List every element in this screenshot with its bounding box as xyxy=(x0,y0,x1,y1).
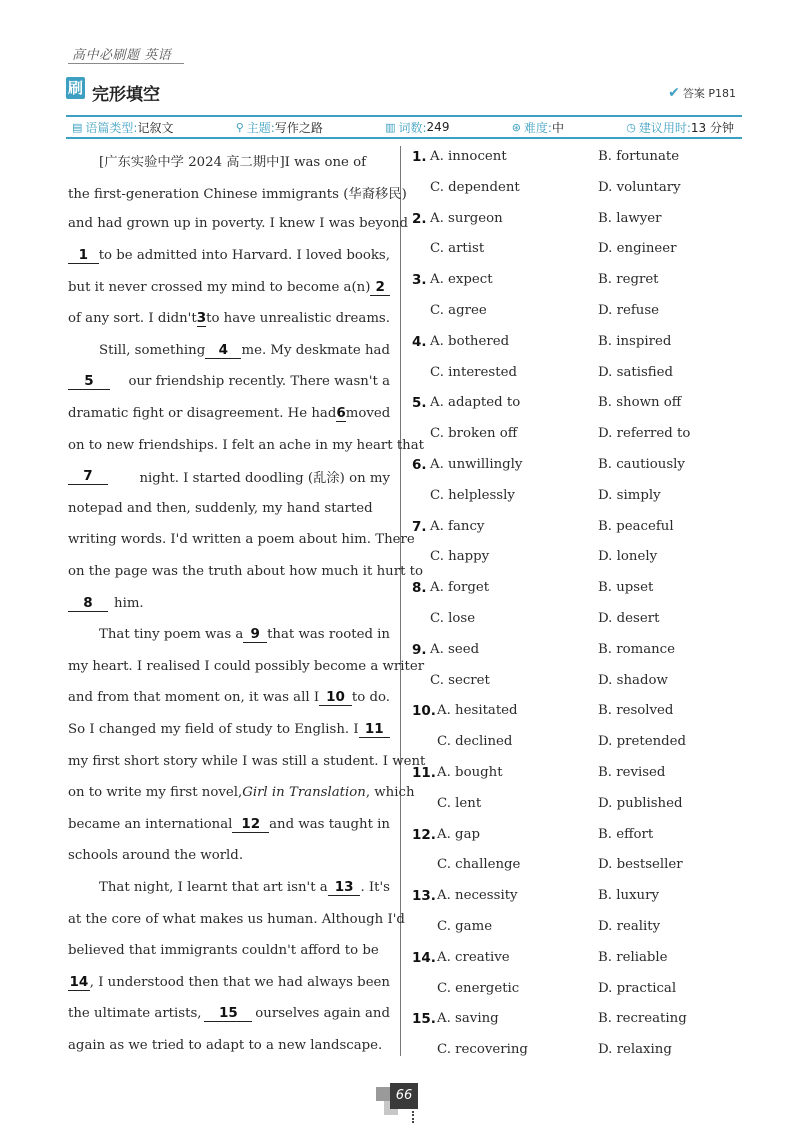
blank-4[interactable]: 4 xyxy=(205,342,241,359)
question-3-row-1 xyxy=(412,266,748,297)
passage-line xyxy=(68,872,390,904)
option-c[interactable]: C. lose xyxy=(430,610,476,626)
option-a[interactable]: A. saving xyxy=(437,1011,499,1027)
passage-text: to have unrealistic dreams. xyxy=(206,311,390,327)
question-12-row-2 xyxy=(412,851,748,882)
book-title: 高中必刷题 英语 xyxy=(72,48,172,63)
meta-text-type-value: 记叙文 xyxy=(137,120,174,135)
search-icon: ⚲ xyxy=(235,120,244,134)
passage-line xyxy=(68,903,405,935)
question-number: 12. xyxy=(412,826,436,843)
blank-8[interactable]: 8 xyxy=(68,595,108,612)
answer-reference-text: 答案 P181 xyxy=(682,87,736,100)
passage-text: him. xyxy=(114,595,144,611)
question-7-row-1 xyxy=(412,513,748,544)
blank-7[interactable]: 7 xyxy=(68,468,108,485)
passage-line xyxy=(68,145,390,177)
option-d[interactable]: D. engineer xyxy=(598,241,677,257)
passage-text: , I understood then that we had always been xyxy=(89,974,390,990)
passage-text: again as we tried to adapt to a new landscape. xyxy=(68,1037,383,1053)
header-rule xyxy=(68,63,184,64)
option-c[interactable]: C. interested xyxy=(430,364,517,380)
word-count-icon: ▥ xyxy=(385,120,396,134)
question-2-row-2 xyxy=(412,235,748,266)
question-number: 1. xyxy=(412,149,427,165)
option-d[interactable]: D. referred to xyxy=(598,426,691,442)
meta-text-type xyxy=(72,119,173,136)
question-15-row-1 xyxy=(412,1005,748,1036)
question-6-row-1 xyxy=(412,451,748,482)
passage-text: notepad and then, suddenly, my hand started xyxy=(68,500,373,516)
passage-text: me. My deskmate had xyxy=(241,342,390,358)
passage-line xyxy=(68,240,390,272)
option-c[interactable]: C. broken off xyxy=(430,426,518,442)
passage-line xyxy=(68,524,415,556)
meta-theme-value: 写作之路 xyxy=(274,120,323,135)
question-number: 5. xyxy=(412,395,427,412)
option-a[interactable]: A. forget xyxy=(430,580,490,596)
question-number: 9. xyxy=(412,641,427,658)
document-icon: ▤ xyxy=(72,120,83,134)
meta-text-type-label: 语篇类型: xyxy=(85,120,138,135)
passage-line xyxy=(68,335,390,367)
question-3-row-2 xyxy=(412,297,748,328)
passage-text: [广东实验中学 2024 高二期中]I was one of xyxy=(99,155,367,171)
blank-15[interactable]: 15 xyxy=(204,1005,252,1022)
meta-theme xyxy=(236,119,323,136)
blank-5[interactable]: 5 xyxy=(68,373,110,390)
passage-line xyxy=(68,808,390,840)
question-2-row-1 xyxy=(412,205,748,236)
option-c[interactable]: C. artist xyxy=(430,241,485,257)
passage-text: that was rooted in xyxy=(267,627,390,643)
page-badge-dots xyxy=(412,1111,416,1123)
question-number: 14. xyxy=(412,949,436,966)
question-8-row-2 xyxy=(412,605,748,636)
question-5-row-1 xyxy=(412,389,748,420)
passage-text: That tiny poem was a xyxy=(99,627,244,643)
passage-text: believed that immigrants couldn't afford to be xyxy=(68,943,379,959)
option-b[interactable]: B. luxury xyxy=(598,888,659,904)
option-a[interactable]: A. expect xyxy=(430,272,493,288)
passage-text: the ultimate artists, xyxy=(68,1006,202,1022)
option-c[interactable]: C. happy xyxy=(430,549,490,565)
cloze-passage xyxy=(68,145,426,1061)
passage-line xyxy=(68,714,390,746)
meta-difficulty xyxy=(512,119,564,136)
passage-text: to be admitted into Harvard. I loved books, xyxy=(98,248,390,264)
option-b[interactable]: B. resolved xyxy=(598,703,674,719)
option-a[interactable]: A. fancy xyxy=(430,518,485,534)
option-b[interactable]: B. reliable xyxy=(598,949,668,965)
blank-10[interactable]: 10 xyxy=(319,689,352,706)
question-10-row-1 xyxy=(412,697,748,728)
passage-text: but it never crossed my mind to become a(n) xyxy=(68,279,371,295)
question-1-row-2 xyxy=(412,174,748,205)
question-4-row-2 xyxy=(412,359,748,390)
option-a[interactable]: A. unwillingly xyxy=(430,456,523,472)
option-c[interactable]: C. agree xyxy=(430,302,487,318)
question-14-row-1 xyxy=(412,944,748,975)
question-9-row-2 xyxy=(412,667,748,698)
blank-13[interactable]: 13 xyxy=(328,879,361,896)
passage-text: Still, something xyxy=(99,342,206,358)
option-a[interactable]: A. bothered xyxy=(430,333,510,349)
passage-text: dramatic fight or disagreement. He had xyxy=(68,406,337,422)
meta-word-count-value: 249 xyxy=(426,120,450,134)
difficulty-icon: ⊛ xyxy=(511,120,521,134)
option-d[interactable]: D. pretended xyxy=(598,734,687,750)
passage-line xyxy=(68,177,407,209)
question-number: 6. xyxy=(412,456,427,473)
novel-title: Girl in Translation xyxy=(242,785,366,801)
passage-line xyxy=(68,1030,390,1062)
option-c[interactable]: C. dependent xyxy=(430,179,520,195)
option-c[interactable]: C. game xyxy=(437,918,493,934)
option-d[interactable]: D. published xyxy=(598,795,683,811)
option-d[interactable]: D. satisfied xyxy=(598,364,674,380)
passage-line xyxy=(68,366,390,398)
option-d[interactable]: D. desert xyxy=(598,610,660,626)
question-14-row-2 xyxy=(412,975,748,1006)
option-d[interactable]: D. lonely xyxy=(598,549,658,565)
option-d[interactable]: D. shadow xyxy=(598,672,668,688)
option-c[interactable]: C. secret xyxy=(430,672,490,688)
passage-text: on to write my first novel, xyxy=(68,785,243,801)
blank-1[interactable]: 1 xyxy=(68,247,99,264)
option-c[interactable]: C. energetic xyxy=(437,980,520,996)
passage-text: That night, I learnt that art isn't a xyxy=(99,879,328,895)
question-10-row-2 xyxy=(412,728,748,759)
question-number: 8. xyxy=(412,580,427,597)
meta-difficulty-label: 难度: xyxy=(523,120,552,135)
passage-line xyxy=(68,493,390,525)
option-d[interactable]: D. practical xyxy=(598,980,677,996)
option-a[interactable]: A. necessity xyxy=(437,888,518,904)
question-4-row-1 xyxy=(412,328,748,359)
clock-icon: ◷ xyxy=(626,120,636,134)
question-number: 10. xyxy=(412,703,436,720)
option-c[interactable]: C. declined xyxy=(437,734,513,750)
passage-text: at the core of what makes us human. Although I'd xyxy=(68,911,405,927)
option-b[interactable]: B. fortunate xyxy=(598,149,680,164)
passage-line xyxy=(68,429,425,461)
meta-suggested-time xyxy=(626,119,734,136)
option-b[interactable]: B. peaceful xyxy=(598,518,674,534)
meta-suggested-time-value: 13 分钟 xyxy=(690,120,734,135)
question-number: 3. xyxy=(412,272,427,289)
meta-bar xyxy=(66,115,742,139)
blank-11[interactable]: 11 xyxy=(359,721,390,738)
option-b[interactable]: B. upset xyxy=(598,580,654,596)
option-a[interactable]: A. gap xyxy=(437,826,481,842)
option-a[interactable]: A. seed xyxy=(430,641,480,657)
meta-suggested-time-label: 建议用时: xyxy=(638,120,691,135)
passage-line xyxy=(68,398,390,430)
passage-text: schools around the world. xyxy=(68,848,244,864)
question-9-row-1 xyxy=(412,636,748,667)
page-number: 66 xyxy=(390,1083,418,1109)
passage-line xyxy=(68,966,390,998)
passage-line xyxy=(68,556,423,588)
option-b[interactable]: B. cautiously xyxy=(598,456,685,472)
passage-line xyxy=(68,682,390,714)
passage-text: on to new friendships. I felt an ache in my heart that xyxy=(68,437,425,453)
check-icon: ✔ xyxy=(668,85,680,101)
option-c[interactable]: C. challenge xyxy=(437,857,521,873)
passage-text: of any sort. I didn't xyxy=(68,311,197,327)
option-c[interactable]: C. lent xyxy=(437,795,482,811)
passage-line xyxy=(68,777,415,809)
passage-text: So I changed my field of study to English. I xyxy=(68,721,359,737)
passage-line xyxy=(68,840,390,872)
passage-text: on the page was the truth about how much it hurt to xyxy=(68,564,423,580)
question-11-row-2 xyxy=(412,790,748,821)
option-b[interactable]: B. romance xyxy=(598,641,676,657)
passage-line xyxy=(68,935,390,967)
option-a[interactable]: A. innocent xyxy=(430,149,507,164)
passage-line xyxy=(68,271,390,303)
question-number: 13. xyxy=(412,888,436,905)
option-b[interactable]: B. effort xyxy=(598,826,654,842)
question-12-row-1 xyxy=(412,821,748,852)
answer-options xyxy=(412,143,748,1067)
passage-line xyxy=(68,461,390,493)
option-b[interactable]: B. revised xyxy=(598,764,666,780)
option-a[interactable]: A. bought xyxy=(437,764,503,780)
question-13-row-2 xyxy=(412,913,748,944)
option-d[interactable]: D. reality xyxy=(598,918,661,934)
question-7-row-2 xyxy=(412,543,748,574)
blank-6[interactable]: 6 xyxy=(336,405,346,422)
question-number: 7. xyxy=(412,518,427,535)
passage-text: . It's xyxy=(360,879,390,895)
question-11-row-1 xyxy=(412,759,748,790)
option-a[interactable]: A. surgeon xyxy=(430,210,503,226)
option-b[interactable]: B. shown off xyxy=(598,395,682,411)
passage-line xyxy=(68,651,425,683)
passage-text: moved xyxy=(345,406,391,422)
section-badge: 刷 xyxy=(67,79,83,97)
passage-line xyxy=(68,745,426,777)
blank-3[interactable]: 3 xyxy=(196,310,207,327)
option-d[interactable]: D. simply xyxy=(598,487,661,503)
meta-word-count-label: 词数: xyxy=(398,120,427,135)
passage-line xyxy=(68,998,390,1030)
option-d[interactable]: D. relaxing xyxy=(598,1042,672,1058)
passage-text: and from that moment on, it was all I xyxy=(68,690,320,706)
question-number: 11. xyxy=(412,764,436,781)
blank-14[interactable]: 14 xyxy=(69,973,89,990)
page-number-badge xyxy=(376,1083,426,1123)
meta-difficulty-value: 中 xyxy=(551,120,564,135)
blank-9[interactable]: 9 xyxy=(243,626,267,643)
question-8-row-1 xyxy=(412,574,748,605)
question-15-row-2 xyxy=(412,1036,748,1067)
question-number: 4. xyxy=(412,333,427,350)
passage-line xyxy=(68,587,390,619)
option-a[interactable]: A. adapted to xyxy=(430,395,521,411)
question-6-row-2 xyxy=(412,482,748,513)
option-d[interactable]: D. voluntary xyxy=(598,179,681,195)
passage-text: ourselves again and xyxy=(255,1006,390,1022)
passage-line xyxy=(68,208,409,240)
question-number: 15. xyxy=(412,1011,436,1028)
passage-text: became an international xyxy=(68,816,233,832)
passage-line xyxy=(68,619,390,651)
option-d[interactable]: D. refuse xyxy=(598,302,660,318)
passage-text: , which xyxy=(365,785,415,801)
option-a[interactable]: A. creative xyxy=(437,949,510,965)
blank-2[interactable]: 2 xyxy=(370,279,390,296)
question-5-row-2 xyxy=(412,420,748,451)
option-a[interactable]: A. hesitated xyxy=(437,703,518,719)
passage-text: my first short story while I was still a student. I went xyxy=(68,753,426,769)
blank-12[interactable]: 12 xyxy=(232,816,269,833)
option-b[interactable]: B. regret xyxy=(598,272,659,288)
option-c[interactable]: C. helplessly xyxy=(430,487,515,503)
option-d[interactable]: D. bestseller xyxy=(598,857,683,873)
passage-text: the first-generation Chinese immigrants (华裔移民) xyxy=(68,186,407,202)
section-title: 完形填空 xyxy=(92,85,160,105)
question-number: 2. xyxy=(412,210,427,227)
passage-text: writing words. I'd written a poem about him. There xyxy=(68,532,415,548)
meta-word-count xyxy=(385,119,449,136)
question-1-row-1 xyxy=(412,143,748,174)
option-b[interactable]: B. recreating xyxy=(598,1011,687,1027)
passage-text: and had grown up in poverty. I knew I was beyond xyxy=(68,216,409,232)
option-b[interactable]: B. lawyer xyxy=(598,210,662,226)
question-13-row-1 xyxy=(412,882,748,913)
passage-text: to do. xyxy=(351,690,390,706)
passage-text: night. I started doodling (乱涂) on my xyxy=(139,471,390,487)
passage-line xyxy=(68,303,390,335)
option-b[interactable]: B. inspired xyxy=(598,333,672,349)
option-c[interactable]: C. recovering xyxy=(437,1042,528,1058)
page-badge-decoration xyxy=(376,1087,390,1101)
passage-text: my heart. I realised I could possibly become a writer xyxy=(68,658,425,674)
answer-reference xyxy=(668,85,736,101)
passage-text: and was taught in xyxy=(269,816,390,832)
passage-text: our friendship recently. There wasn't a xyxy=(128,374,390,390)
meta-theme-label: 主题: xyxy=(246,120,275,135)
